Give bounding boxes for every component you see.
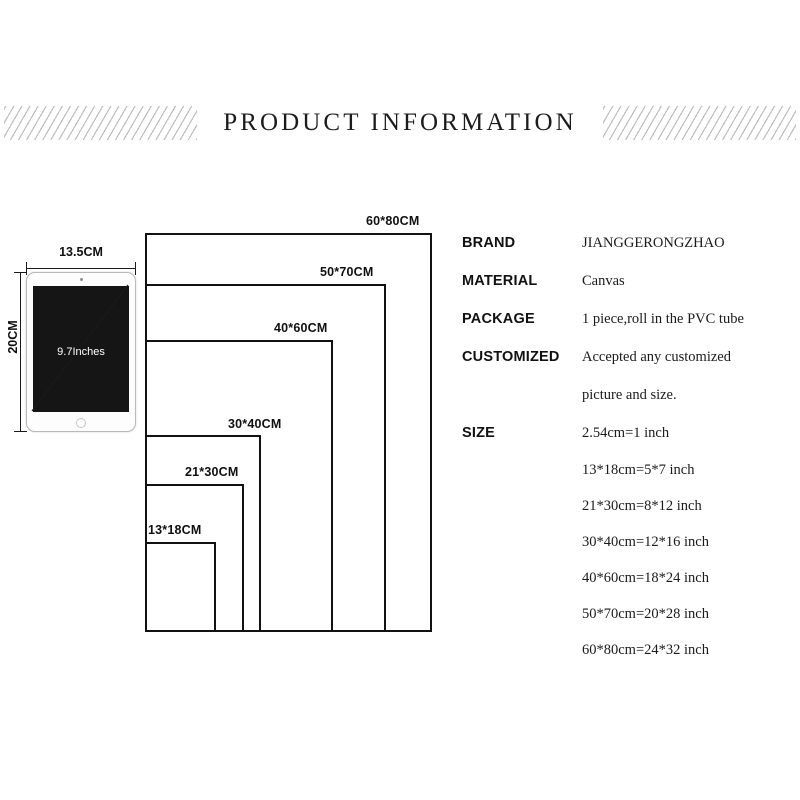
device-height-label: 20CM (6, 320, 20, 354)
spec-key-customized: CUSTOMIZED (462, 349, 560, 365)
spec-value-size-3: 30*40cm=12*16 inch (582, 534, 709, 550)
size-frame-label-60x80: 60*80CM (366, 214, 420, 228)
hatch-decoration-right (603, 106, 796, 140)
size-frame-13x18 (145, 542, 216, 632)
spec-value-material: Canvas (582, 273, 625, 289)
tablet-screen-size-label: 9.7Inches (54, 346, 108, 358)
tablet-reference-graphic (26, 272, 136, 432)
spec-row-material (462, 262, 792, 300)
size-frame-label-13x18: 13*18CM (148, 523, 202, 537)
spec-value-brand: JIANGGERONGZHAO (582, 235, 725, 251)
product-spec-table (462, 224, 792, 668)
spec-value-size-1: 13*18cm=5*7 inch (582, 462, 695, 478)
spec-value-size-4: 40*60cm=18*24 inch (582, 570, 709, 586)
spec-row-brand (462, 224, 792, 262)
spec-row-customized (462, 338, 792, 376)
size-frame-label-40x60: 40*60CM (274, 321, 328, 335)
page-header (0, 95, 800, 151)
spec-row-size (462, 414, 792, 452)
spec-value-size-0: 2.54cm=1 inch (582, 425, 670, 441)
size-frame-label-21x30: 21*30CM (185, 465, 239, 479)
spec-size-lines (462, 452, 792, 668)
hatch-decoration-left (4, 106, 197, 140)
spec-row-package (462, 300, 792, 338)
spec-key-material: MATERIAL (462, 273, 538, 289)
spec-key-brand: BRAND (462, 235, 516, 251)
device-width-label: 13.5CM (59, 245, 103, 259)
spec-value-size-6: 60*80cm=24*32 inch (582, 642, 709, 658)
spec-value-customized: Accepted any customized (582, 349, 731, 365)
spec-value-customized-line2: picture and size. (582, 387, 677, 403)
spec-value-package: 1 piece,roll in the PVC tube (582, 311, 744, 327)
spec-key-package: PACKAGE (462, 311, 535, 327)
page-title: PRODUCT INFORMATION (223, 109, 577, 136)
size-frame-label-30x40: 30*40CM (228, 417, 282, 431)
spec-value-size-2: 21*30cm=8*12 inch (582, 498, 702, 514)
spec-key-size: SIZE (462, 425, 496, 441)
spec-value-size-5: 50*70cm=20*28 inch (582, 606, 709, 622)
size-frame-label-50x70: 50*70CM (320, 265, 374, 279)
